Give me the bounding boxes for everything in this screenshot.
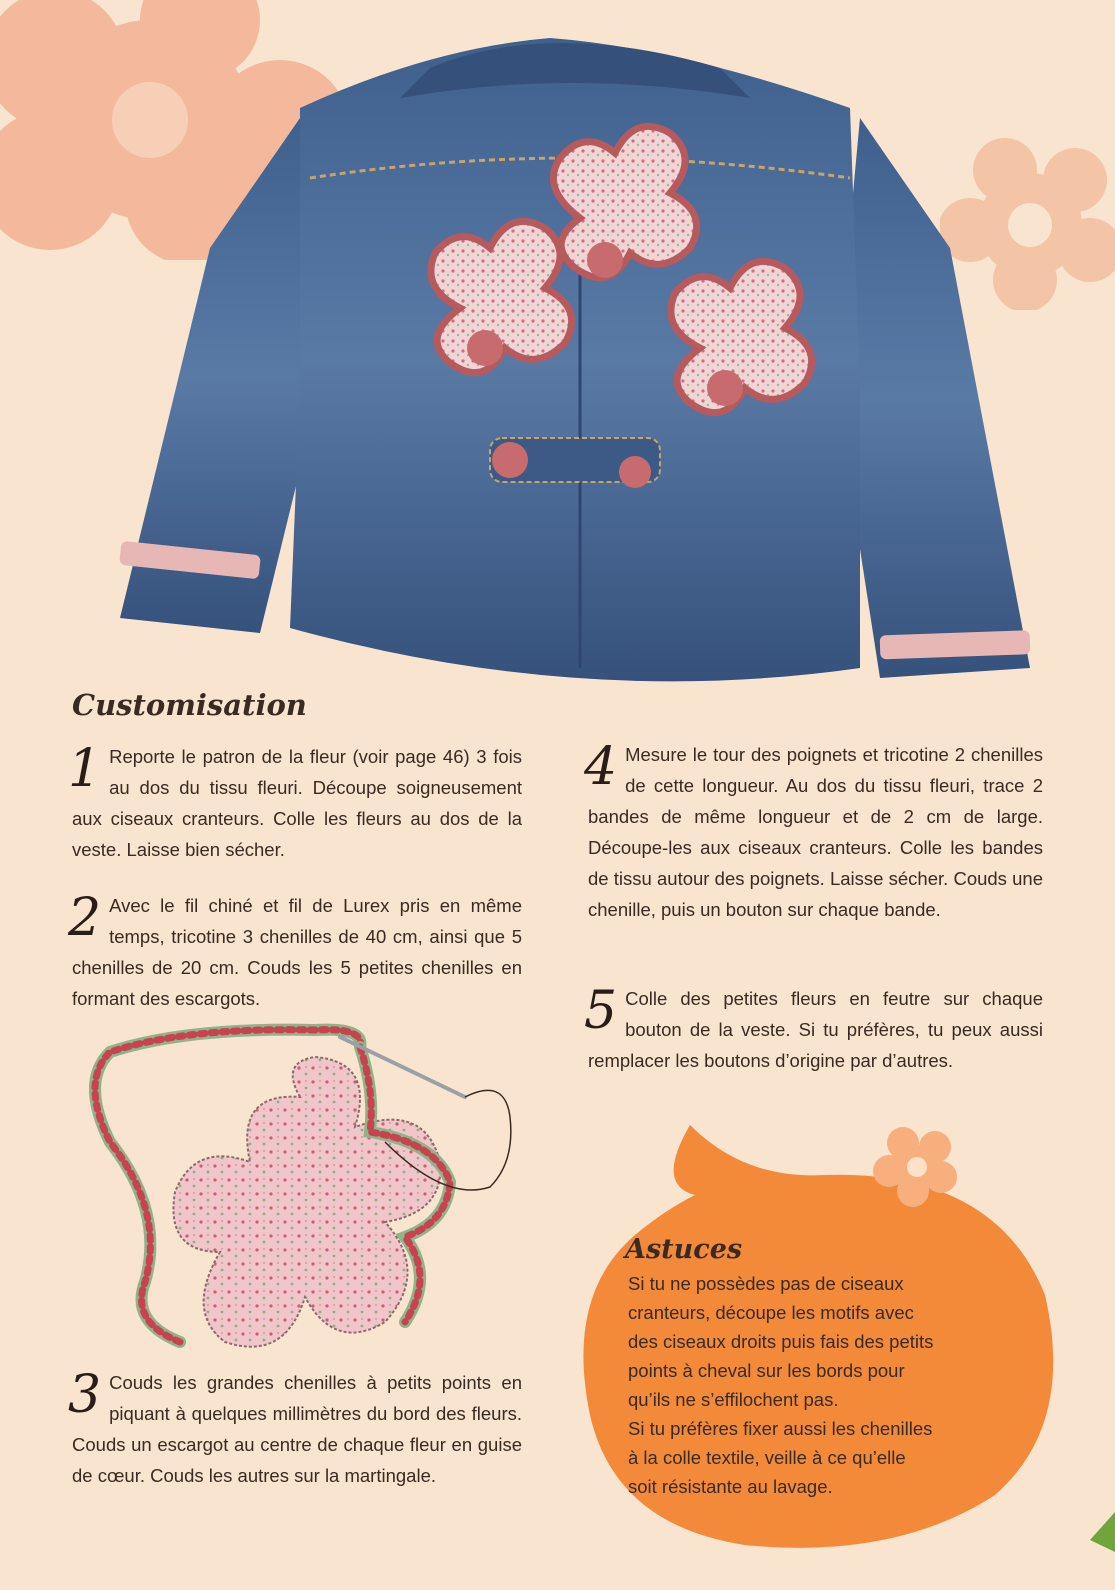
step-number: 3: [68, 1365, 102, 1425]
step-3: [68, 1365, 522, 1491]
step-text: Colle des petites fleurs en feutre sur chaque bouton de la veste. Si tu préfères, tu peux aussi remplacer les boutons d’origine par d’autres.: [588, 988, 1043, 1071]
step-number: 1: [68, 739, 102, 799]
step-text: Couds les grandes chenilles à petits points en piquant à quelques millimètres du bord des fleurs. Couds un escargot au centre de chaque fleur en guise de cœur. Couds les autres sur la martingale.: [72, 1372, 522, 1486]
step-number: 2: [68, 888, 102, 948]
astuces-line: des ciseaux droits puis fais des petits: [628, 1331, 934, 1352]
step-1: [68, 739, 522, 865]
corner-leaf-decoration: [1085, 1512, 1115, 1552]
astuces-title: Astuces: [625, 1234, 743, 1265]
step-5: [584, 981, 1043, 1076]
step-text: Avec le fil chiné et fil de Lurex pris en même temps, tricotine 3 chenilles de 40 cm, ainsi que 5 chenilles de 20 cm. Couds les 5 petites chenilles en formant des escargots.: [72, 895, 522, 1009]
astuces-line: Si tu préfères fixer aussi les chenilles: [628, 1418, 933, 1439]
step-2: [68, 888, 522, 1014]
jacket-photo: [100, 28, 1050, 698]
astuces-text: [628, 1269, 968, 1501]
step-number: 5: [584, 981, 618, 1041]
fabric-flower-shape: [173, 1057, 440, 1347]
astuces-line: à la colle textile, veille à ce qu’elle: [628, 1447, 906, 1468]
step-4: [584, 737, 1043, 925]
flower-illustration: [85, 1022, 525, 1382]
astuces-line: soit résistante au lavage.: [628, 1476, 833, 1497]
astuces-line: cranteurs, découpe les motifs avec: [628, 1302, 914, 1323]
step-number: 4: [584, 737, 618, 797]
astuces-line: qu’ils ne s’effilochent pas.: [628, 1389, 839, 1410]
astuces-line: Si tu ne possèdes pas de ciseaux: [628, 1273, 904, 1294]
step-text: Mesure le tour des poignets et tricotine 2 chenilles de cette longueur. Au dos du tissu fleuri, trace 2 bandes de même longueur et de 2 cm de large. Découpe-les aux ciseaux cranteurs. Colle les bandes de tissu autour des poignets. Laisse sécher. Couds une chenille, puis un bouton sur chaque bande.: [588, 744, 1043, 920]
astuces-line: points à cheval sur les bords pour: [628, 1360, 905, 1381]
step-text: Reporte le patron de la fleur (voir page 46) 3 fois au dos du tissu fleuri. Découpe soigneusement aux ciseaux cranteurs. Colle les fleurs au dos de la veste. Laisse bien sécher.: [72, 746, 522, 860]
section-title: Customisation: [72, 688, 307, 722]
